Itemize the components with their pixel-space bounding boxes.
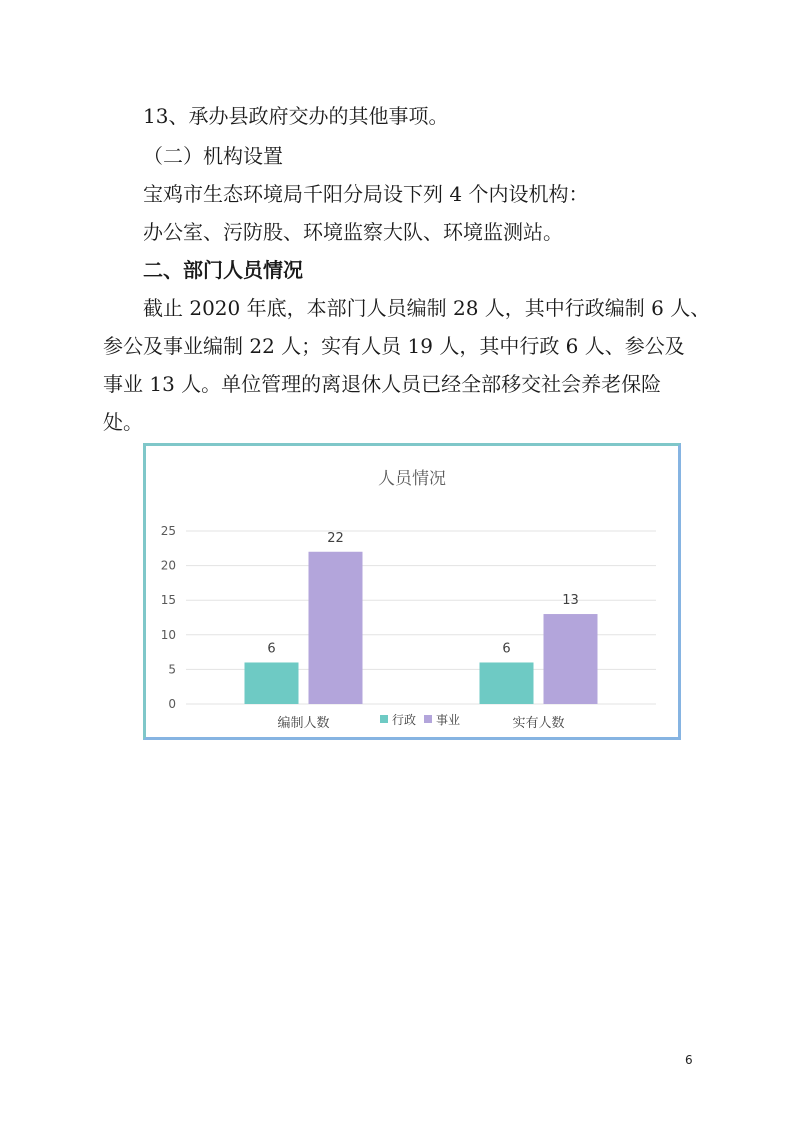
legend-label: 行政 [392, 713, 417, 727]
y-tick-label: 5 [168, 662, 176, 677]
chart-title: 人员情况 [378, 469, 446, 489]
legend-swatch [380, 715, 388, 723]
bar [480, 662, 534, 704]
y-tick-label: 10 [160, 627, 176, 642]
text-line: 处。 [103, 410, 143, 434]
chart-frame [143, 443, 681, 740]
y-tick-label: 25 [160, 524, 176, 538]
y-tick-label: 20 [160, 558, 176, 573]
data-label: 6 [267, 641, 276, 657]
x-tick-label: 实有人数 [512, 716, 565, 731]
legend-label: 事业 [436, 713, 461, 727]
text-line: 事业 13 人。单位管理的离退休人员已经全部移交社会养老保险 [103, 372, 662, 396]
text-line: 办公室、污防股、环境监察大队、环境监测站。 [143, 220, 563, 244]
subsection-heading: （二）机构设置 [143, 144, 283, 168]
y-tick-label: 0 [168, 697, 176, 711]
bar-chart [146, 446, 678, 737]
data-label: 6 [502, 641, 511, 657]
page-number: 6 [685, 1053, 693, 1067]
data-label: 13 [562, 593, 579, 609]
text-line: 截止 2020 年底，本部门人员编制 28 人，其中行政编制 6 人、 [143, 296, 711, 320]
text-line: 宝鸡市生态环境局千阳分局设下列 4 个内设机构： [143, 182, 589, 206]
bar [309, 552, 363, 704]
legend-swatch [424, 715, 432, 723]
x-tick-label: 编制人数 [277, 716, 330, 731]
bar [544, 614, 598, 704]
data-label: 22 [327, 530, 344, 546]
section-heading: 二、部门人员情况 [143, 258, 303, 282]
text-line: 13、承办县政府交办的其他事项。 [143, 104, 449, 128]
text-line: 参公及事业编制 22 人；实有人员 19 人，其中行政 6 人、参公及 [103, 334, 685, 358]
bar [245, 662, 299, 704]
y-tick-label: 15 [160, 593, 176, 608]
